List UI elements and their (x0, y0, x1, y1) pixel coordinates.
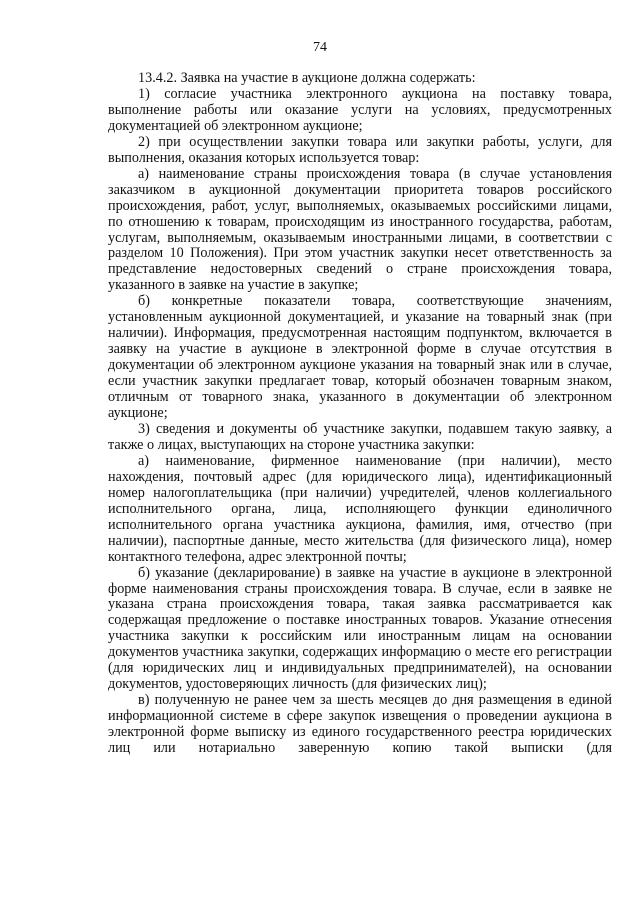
paragraph-item-2: 2) при осуществлении закупки товара или закупки работы, услуги, для выполнения, оказания которых используется товар: (108, 133, 612, 166)
paragraph-item-3b: б) указание (декларирование) в заявке на участие в аукционе в электронной форме наименования страны происхождения товара. В случае, если в заявке не указана страна происхождения товара, такая заявка рассматривается как содержащая предложение о поставке иностранных товаров. Указание отнесения участника закупки к российским или иностранным лицам на основании документов участника закупки, содержащих информацию о месте его регистрации (для юридических лиц и индивидуальных предпринимателей), на основании документов, удостоверяющих личность (для физических лиц); (108, 564, 612, 693)
paragraph-13-4-2: 13.4.2. Заявка на участие в аукционе должна содержать: (138, 70, 476, 86)
paragraph-item-1: 1) согласие участника электронного аукциона на поставку товара, выполнение работы или оказание услуги на условиях, предусмотренных документацией об электронном аукционе; (108, 85, 612, 134)
paragraph-item-3a: а) наименование, фирменное наименование (при наличии), место нахождения, почтовый адрес (для юридического лица), идентификационный номер налогоплательщика (при наличии) учредителей, членов коллегиального исполнительного органа, лица, исполняющего функции единоличного исполнительного органа участника аукциона, фамилия, имя, отчество (при наличии), паспортные данные, место жительства (для физического лица), номер контактного телефона, адрес электронной почты; (108, 452, 612, 565)
paragraph-item-3v: в) полученную не ранее чем за шесть месяцев до дня размещения в единой информационной системе в сфере закупок извещения о проведении аукциона в электронной форме выписку из единого государственного реестра юридических лиц или нотариально заверенную копию такой выписки (для (108, 692, 612, 757)
paragraph-item-2a: а) наименование страны происхождения товара (в случае установления заказчиком в аукционной документации приоритета товаров российского происхождения, работ, услуг, выполняемых, оказываемых российскими лицами, по отношению к товарам, происходящим из иностранного государства, работам, услугам, выполняемым, оказываемым иностранными лицами, в соответствии с разделом 10 Положения). При этом участник закупки несет ответственность за представление недостоверных сведений о стране происхождения товара, указанного в заявке на участие в закупке; (108, 165, 612, 294)
paragraph-item-2b: б) конкретные показатели товара, соответствующие значениям, установленным аукционной документацией, и указание на товарный знак (при наличии). Информация, предусмотренная настоящим подпунктом, включается в заявку на участие в аукционе в электронной форме в случае отсутствия в документации об электронном аукционе указания на товарный знак или в случае, если участник закупки предлагает товар, который обозначен товарным знаком, отличным от товарного знака, указанного в документации об электронном аукционе; (108, 293, 612, 422)
page-number: 74 (313, 40, 327, 55)
document-body (108, 71, 612, 757)
paragraph-item-3: 3) сведения и документы об участнике закупки, подавшем такую заявку, а также о лицах, выступающих на стороне участника закупки: (108, 420, 612, 453)
